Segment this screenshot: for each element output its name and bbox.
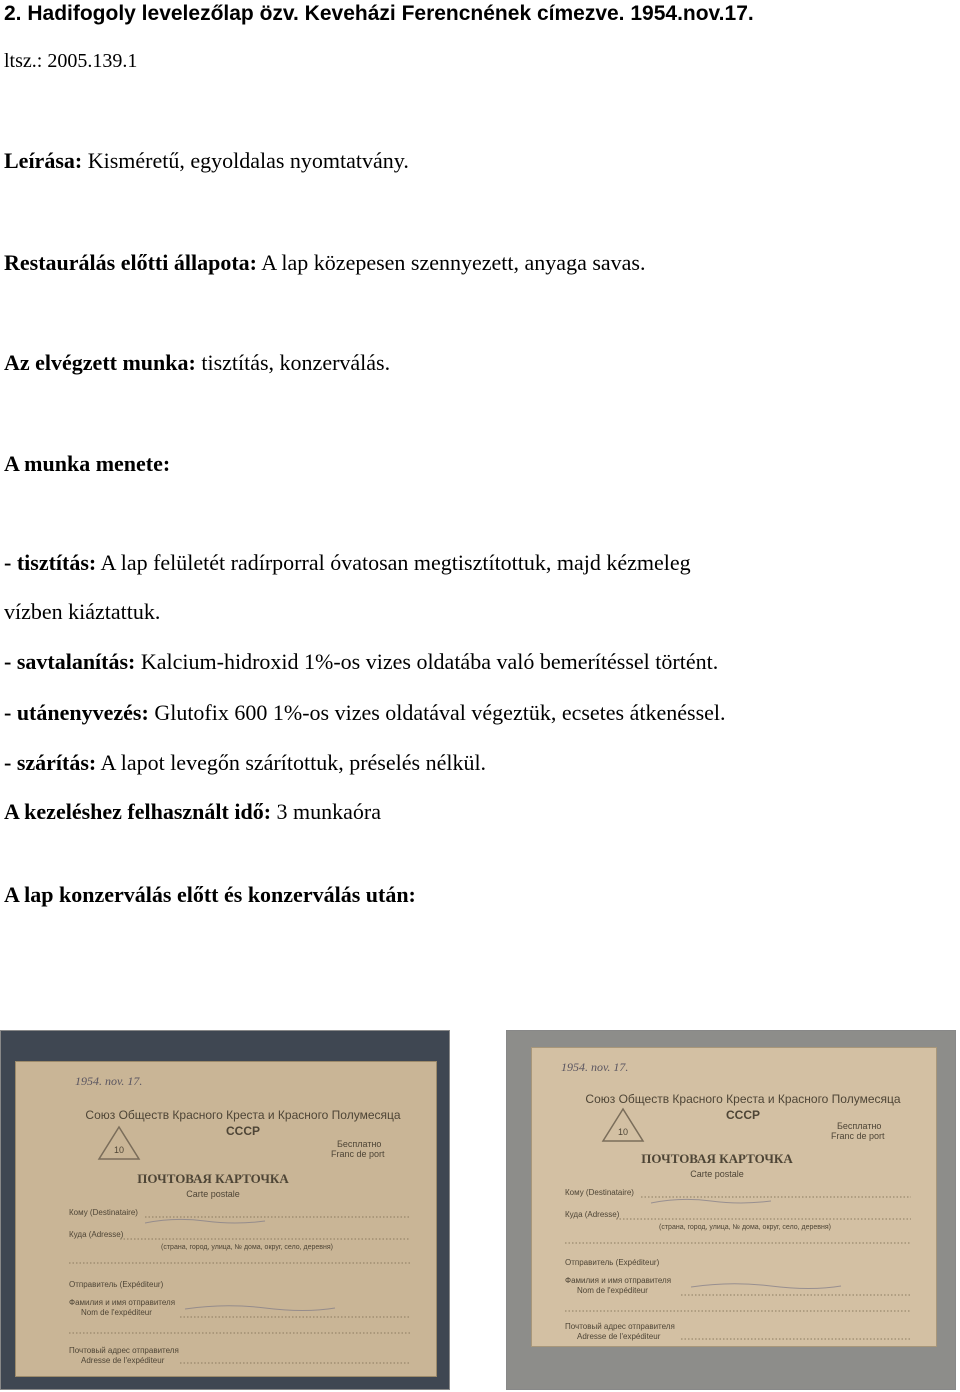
card-subtitle: Carte postale bbox=[186, 1189, 240, 1199]
card-header: Союз Обществ Красного Креста и Красного Полумесяца bbox=[585, 1092, 901, 1106]
registry-number: ltsz.: 2005.139.1 bbox=[4, 50, 138, 72]
step-drying bbox=[4, 750, 486, 776]
card-title: ПОЧТОВАЯ КАРТОЧКА bbox=[137, 1171, 289, 1186]
step-value: A lapot levegőn szárítottuk, préselés nélkül. bbox=[96, 750, 487, 775]
sender-address-ru: Почтовый адрес отправителя bbox=[69, 1346, 179, 1355]
description-value: Kisméretű, egyoldalas nyomtatvány. bbox=[82, 148, 409, 173]
photo-after-conservation bbox=[506, 1030, 956, 1390]
photo-before-conservation bbox=[0, 1030, 450, 1390]
step-label: - tisztítás: bbox=[4, 550, 97, 575]
condition-value: A lap közepesen szennyezett, anyaga savas. bbox=[256, 250, 646, 275]
step-label: - utánenyvezés: bbox=[4, 700, 149, 725]
step-cleaning-continuation: vízben kiáztattuk. bbox=[4, 599, 161, 624]
condition-line bbox=[4, 250, 645, 276]
card-country: СССР bbox=[225, 1124, 261, 1138]
handwritten-date: 1954. nov. 17. bbox=[75, 1074, 143, 1088]
sender-name-ru: Фамилия и имя отправителя bbox=[69, 1298, 176, 1307]
step-deacidification bbox=[4, 649, 718, 675]
description-label: Leírása: bbox=[4, 148, 83, 173]
sender-name-fr: Nom de l'expéditeur bbox=[81, 1308, 152, 1317]
step-value: Glutofix 600 1%-os vizes oldatával végeztük, ecsetes átkenéssel. bbox=[148, 700, 726, 725]
comparison-photos bbox=[0, 1030, 960, 1392]
sender-name-ru: Фамилия и имя отправителя bbox=[565, 1276, 672, 1285]
postcard-before bbox=[15, 1061, 437, 1377]
card-country: СССР bbox=[725, 1108, 761, 1122]
step-label: - szárítás: bbox=[4, 750, 97, 775]
work-done-value: tisztítás, konzerválás. bbox=[195, 350, 391, 375]
free-of-charge-ru: Бесплатно bbox=[337, 1139, 382, 1149]
sender-label: Отправитель (Expéditeur) bbox=[69, 1280, 164, 1289]
card-subtitle: Carte postale bbox=[690, 1169, 744, 1179]
free-of-charge-fr: Franc de port bbox=[331, 1149, 385, 1159]
stamp-number: 10 bbox=[113, 1145, 125, 1155]
step-label: - savtalanítás: bbox=[4, 649, 136, 674]
photos-heading: A lap konzerválás előtt és konzerválás után: bbox=[4, 882, 416, 907]
step-resizing bbox=[4, 700, 726, 726]
sender-address-ru: Почтовый адрес отправителя bbox=[565, 1322, 675, 1331]
address-label: Куда (Adresse) bbox=[69, 1230, 124, 1239]
sender-address-fr: Adresse de l'expéditeur bbox=[577, 1332, 661, 1341]
time-used-label: A kezeléshez felhasznált idő: bbox=[4, 799, 272, 824]
condition-label: Restaurálás előtti állapota: bbox=[4, 250, 257, 275]
work-done-label: Az elvégzett munka: bbox=[4, 350, 196, 375]
recipient-label: Кому (Destinataire) bbox=[69, 1208, 138, 1217]
handwritten-date: 1954. nov. 17. bbox=[561, 1060, 629, 1074]
address-hint: (страна, город, улица, № дома, округ, село, деревня) bbox=[161, 1244, 333, 1251]
step-cleaning bbox=[4, 550, 691, 576]
address-hint: (страна, город, улица, № дома, округ, село, деревня) bbox=[659, 1224, 831, 1231]
process-heading: A munka menete: bbox=[4, 451, 171, 476]
document-title: 2. Hadifogoly levelezőlap özv. Keveházi Ferencnének címezve. 1954.nov.17. bbox=[4, 2, 754, 25]
sender-address-fr: Adresse de l'expéditeur bbox=[81, 1356, 165, 1365]
card-title: ПОЧТОВАЯ КАРТОЧКА bbox=[641, 1151, 793, 1166]
postcard-after bbox=[531, 1047, 937, 1347]
step-value: A lap felületét radírporral óvatosan megtisztítottuk, majd kézmeleg bbox=[96, 550, 691, 575]
work-done-line bbox=[4, 350, 390, 376]
free-of-charge-ru: Бесплатно bbox=[837, 1121, 882, 1131]
sender-label: Отправитель (Expéditeur) bbox=[565, 1258, 660, 1267]
stamp-number: 10 bbox=[617, 1127, 629, 1137]
free-of-charge-fr: Franc de port bbox=[831, 1131, 885, 1141]
sender-name-fr: Nom de l'expéditeur bbox=[577, 1286, 648, 1295]
time-used-value: 3 munkaóra bbox=[271, 799, 381, 824]
description-line bbox=[4, 148, 409, 174]
address-label: Куда (Adresse) bbox=[565, 1210, 620, 1219]
time-used-line bbox=[4, 799, 381, 825]
card-header: Союз Обществ Красного Креста и Красного Полумесяца bbox=[85, 1108, 401, 1122]
recipient-label: Кому (Destinataire) bbox=[565, 1188, 634, 1197]
step-value: Kalcium-hidroxid 1%-os vizes oldatába való bemerítéssel történt. bbox=[135, 649, 719, 674]
